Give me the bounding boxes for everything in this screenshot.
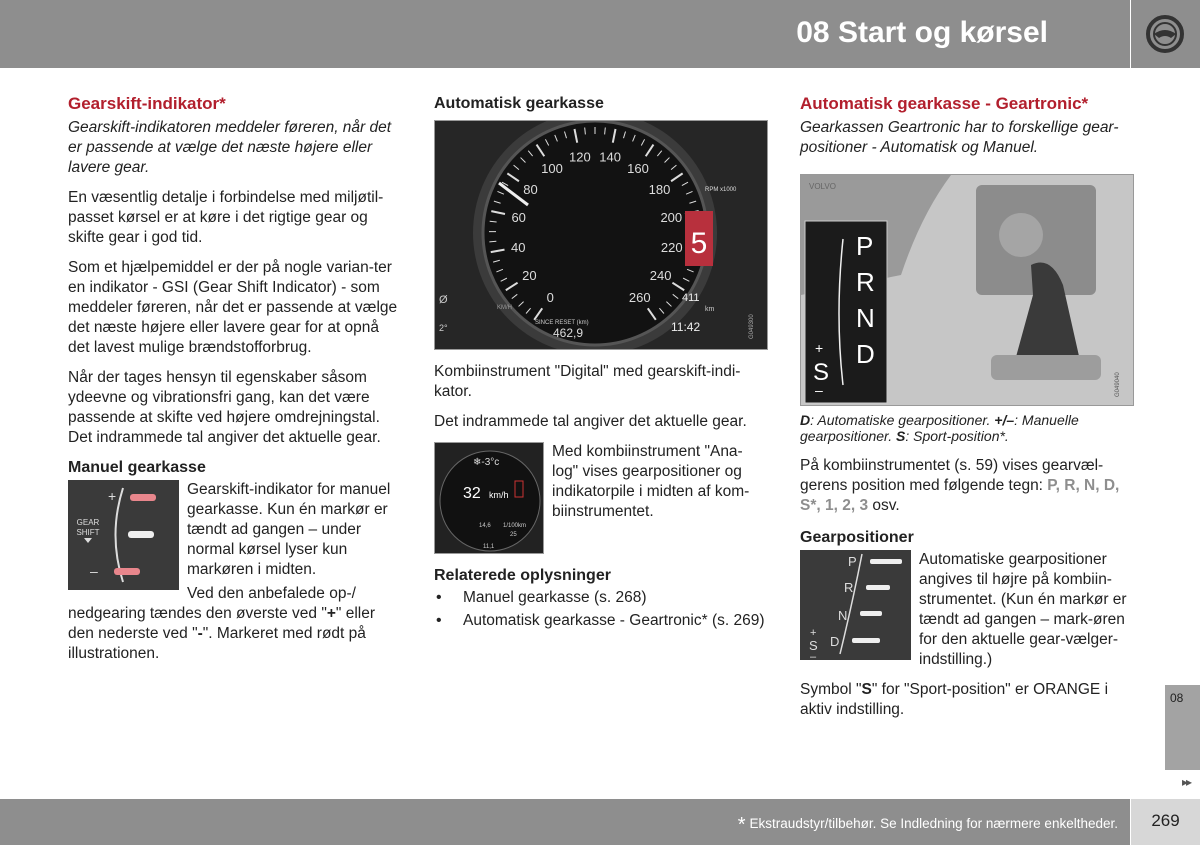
svg-text:km/h: km/h — [489, 490, 509, 500]
svg-text:km: km — [705, 306, 715, 313]
intro-text: Gearskift-indikatoren meddeler føreren, når det er passende at vælge det næste højere eller lavere gear. — [68, 119, 392, 176]
gear-selector-photo — [800, 174, 1134, 406]
svg-text:P: P — [856, 231, 874, 261]
svg-text:11:42: 11:42 — [671, 320, 701, 334]
related-link[interactable]: • Automatisk gearkasse - Geartronic* (s. 269) — [434, 611, 768, 631]
svg-text:RPM x1000: RPM x1000 — [705, 187, 737, 193]
svg-text:25: 25 — [510, 532, 517, 538]
speed-label: 180 — [648, 182, 671, 198]
section-heading: Automatisk gearkasse - Geartronic* — [800, 94, 1089, 113]
chapter-title: 08 Start og kørsel — [796, 16, 1048, 49]
subheading: Gearpositioner — [800, 529, 914, 546]
svg-text:5: 5 — [690, 227, 708, 260]
related-list — [434, 588, 768, 631]
svg-text:S: S — [809, 638, 818, 653]
continue-arrows-icon: ▸▸ — [1182, 775, 1191, 789]
speed-label: 40 — [511, 240, 526, 256]
svg-text:G049300: G049300 — [749, 314, 755, 339]
page-number: 269 — [1131, 799, 1200, 845]
speed-label: 240 — [649, 268, 672, 284]
gear-positions-graphic — [800, 550, 911, 660]
gear-selector-graphic — [801, 175, 1134, 406]
related-link[interactable]: • Manuel gearkasse (s. 268) — [434, 588, 768, 608]
paragraph: Når der tages hensyn til egenskaber såsom ydeevne og vibrationsfri gang, kan det være passende at skifte ved højere omdrejningstal. Det indrammede tal angiver det aktuelle gear. — [68, 369, 381, 446]
svg-text:+: + — [810, 627, 817, 639]
speed-label: 120 — [569, 149, 591, 165]
svg-text:VOLVO: VOLVO — [809, 182, 836, 191]
speed-label: 160 — [627, 160, 649, 176]
column-geartronic — [800, 94, 1135, 730]
gear-positions-block — [800, 550, 1135, 680]
svg-text:1/100km: 1/100km — [503, 523, 527, 529]
speed-label: 220 — [660, 240, 683, 256]
svg-text:R: R — [844, 580, 854, 595]
svg-text:D: D — [856, 339, 875, 369]
svg-text:–: – — [90, 563, 98, 579]
svg-text:Ø: Ø — [439, 294, 448, 306]
svg-text:S: S — [813, 359, 830, 386]
analog-cluster-graphic — [435, 443, 544, 554]
svg-text:+: + — [108, 488, 117, 504]
speed-tick — [489, 241, 496, 242]
speed-label: 140 — [599, 149, 621, 165]
paragraph: Ved den anbefalede op-/ nedgearing tændes den øverste ved "+" eller den nederste ved "-". Markeret med rødt på illustrationen. — [68, 585, 376, 662]
svg-text:D: D — [830, 634, 840, 649]
digital-cluster-graphic — [435, 121, 768, 350]
page-header — [0, 0, 1130, 68]
analog-cluster-image — [434, 442, 544, 554]
svg-text:N: N — [856, 303, 875, 333]
section-heading: Gearskift-indikator* — [68, 94, 226, 113]
speed-label: 80 — [523, 182, 538, 198]
svg-text:KM/H: KM/H — [497, 305, 512, 311]
figure-caption: D: Automatiske gearpositioner. +/–: Manuelle gearpositioner. S: Sport-position*. — [800, 412, 1079, 444]
speed-label: 200 — [660, 209, 683, 225]
paragraph: Kombiinstrument "Digital" med gearskift-indi-kator. — [434, 363, 741, 400]
paragraph: Det indrammede tal angiver det aktuelle gear. — [434, 413, 747, 430]
svg-text:SHIFT: SHIFT — [76, 528, 100, 537]
svg-text:G049040: G049040 — [1115, 372, 1121, 397]
speed-tick — [585, 128, 586, 135]
svg-text:32: 32 — [463, 485, 481, 502]
svg-text:411: 411 — [682, 292, 700, 304]
speed-label: 100 — [541, 160, 563, 176]
digital-cluster-image — [434, 120, 768, 350]
paragraph: Gearskift-indikator for manuel gearkasse. Kun én markør er tændt ad gangen – under normal kørsel lyser kun markøren i midten. — [187, 481, 391, 578]
paragraph: På kombiinstrumentet (s. 59) vises gearvæl-gerens position med følgende tegn: P, R, N, D, S*, 1, 2, 3 osv. — [800, 457, 1120, 514]
paragraph: Symbol "S" for "Sport-position" er ORANGE i aktiv indstilling. — [800, 681, 1109, 718]
column-gear-shift-indicator — [68, 94, 398, 674]
paragraph: En væsentlig detalje i forbindelse med miljøtil-passet kørsel er at køre i det rigtige gear og skifte gear i god tid. — [68, 189, 384, 246]
svg-text:R: R — [856, 267, 875, 297]
speed-label: 0 — [546, 289, 554, 305]
svg-text:462,9: 462,9 — [553, 326, 584, 340]
svg-text:2°: 2° — [439, 323, 448, 333]
speed-label: 260 — [628, 289, 651, 305]
section-heading: Automatisk gearkasse — [434, 95, 604, 112]
gsi-illustration — [68, 480, 179, 590]
footnote: * Ekstraudstyr/tilbehør. Se Indledning for nærmere enkeltheder. — [737, 814, 1118, 836]
manual-gsi-block — [68, 480, 398, 674]
column-automatic — [434, 94, 768, 634]
svg-text:❄-3°c: ❄-3°c — [473, 457, 500, 468]
svg-text:14,6: 14,6 — [479, 523, 491, 529]
chapter-icon-box — [1131, 0, 1200, 68]
chapter-side-tab: 08 — [1165, 685, 1200, 770]
svg-text:–: – — [815, 382, 823, 398]
steering-wheel-icon — [1143, 14, 1187, 54]
intro-text: Gearkassen Geartronic har to forskellige gear-positioner - Automatisk og Manuel. — [800, 119, 1119, 156]
subheading: Manuel gearkasse — [68, 459, 206, 476]
svg-text:+: + — [815, 340, 824, 356]
gear-positions-illustration — [800, 550, 911, 660]
svg-text:SINCE RESET (km): SINCE RESET (km) — [535, 320, 589, 326]
svg-text:N: N — [838, 608, 848, 623]
page-footer — [0, 799, 1130, 845]
speed-tick — [605, 128, 606, 135]
paragraph: Som et hjælpemiddel er der på nogle varian-ter en indikator - GSI (Gear Shift Indicator) - som meddeler føreren, når det er passende at vælge det næste højere eller lavere gear for at opnå det lavest mulige brændstofforbrug. — [68, 259, 398, 356]
gsi-diagram — [68, 480, 179, 590]
svg-text:–: – — [810, 651, 817, 660]
svg-text:11,1: 11,1 — [483, 544, 495, 550]
speed-label: 60 — [511, 209, 526, 225]
analog-cluster-block — [434, 442, 768, 562]
svg-text:P: P — [848, 554, 857, 569]
speed-label: 20 — [522, 268, 537, 284]
subheading: Relaterede oplysninger — [434, 567, 611, 584]
svg-text:GEAR: GEAR — [76, 518, 100, 527]
paragraph: Automatiske gearpositioner angives til højre på kombiin-strumentet. (Kun én markør er tændt ad gangen – mark-øren for den aktuelle gear-vælger-indstilling.) — [919, 551, 1127, 668]
paragraph: Med kombiinstrument "Ana-log" vises gearpositioner og indikatorpile i midten af kom-biinstrumentet. — [552, 443, 750, 520]
